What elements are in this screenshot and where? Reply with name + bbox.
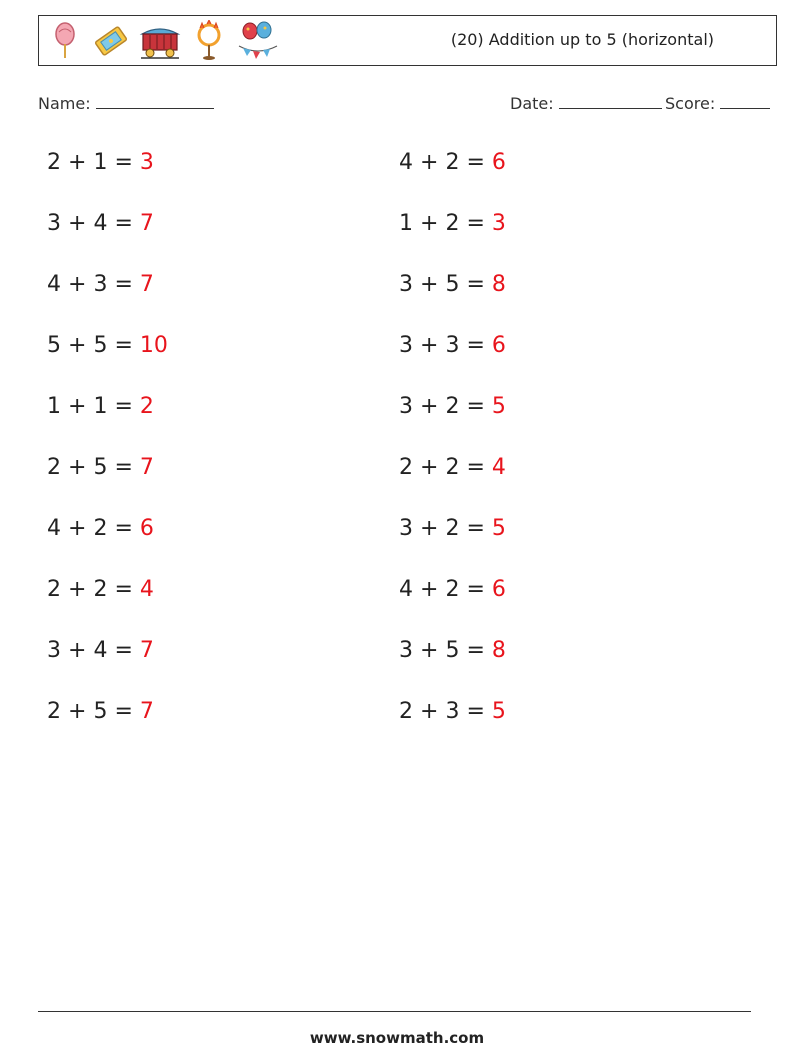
plus-sign: + bbox=[420, 333, 439, 358]
addend-a: 3 bbox=[399, 394, 413, 419]
addend-a: 4 bbox=[47, 516, 61, 541]
answer: 3 bbox=[139, 150, 154, 175]
addend-b: 5 bbox=[93, 455, 108, 480]
answer: 10 bbox=[139, 333, 168, 358]
plus-sign: + bbox=[420, 150, 439, 175]
problem-left-3 bbox=[47, 272, 154, 298]
addend-b: 4 bbox=[93, 638, 108, 663]
addend-b: 1 bbox=[93, 150, 108, 175]
equals-sign: = bbox=[114, 577, 133, 602]
plus-sign: + bbox=[68, 272, 87, 297]
worksheet-header bbox=[38, 15, 777, 66]
footer-site: www.snowmath.com bbox=[309, 1029, 485, 1047]
cotton-candy-icon bbox=[47, 20, 83, 62]
plus-sign: + bbox=[420, 638, 439, 663]
plus-sign: + bbox=[420, 211, 439, 236]
addend-a: 1 bbox=[399, 211, 413, 236]
equals-sign: = bbox=[114, 394, 133, 419]
addend-a: 4 bbox=[47, 272, 61, 297]
plus-sign: + bbox=[420, 455, 439, 480]
addend-a: 3 bbox=[47, 638, 61, 663]
problem-right-1 bbox=[399, 150, 506, 176]
addend-b: 2 bbox=[445, 455, 460, 480]
plus-sign: + bbox=[68, 577, 87, 602]
addend-b: 1 bbox=[93, 394, 108, 419]
addend-b: 3 bbox=[445, 333, 460, 358]
worksheet-title: (20) Addition up to 5 (horizontal) bbox=[450, 30, 714, 49]
answer: 7 bbox=[139, 211, 154, 236]
equals-sign: = bbox=[114, 455, 133, 480]
addend-b: 2 bbox=[445, 211, 460, 236]
answer: 6 bbox=[491, 150, 506, 175]
answer: 6 bbox=[491, 577, 506, 602]
addend-b: 5 bbox=[445, 272, 460, 297]
circus-wagon-icon bbox=[139, 20, 181, 62]
date-label: Date: bbox=[510, 94, 554, 113]
addend-a: 4 bbox=[399, 577, 413, 602]
addend-b: 2 bbox=[445, 577, 460, 602]
equals-sign: = bbox=[466, 638, 485, 663]
date-blank[interactable] bbox=[559, 92, 662, 109]
equals-sign: = bbox=[114, 699, 133, 724]
plus-sign: + bbox=[68, 394, 87, 419]
plus-sign: + bbox=[68, 150, 87, 175]
answer: 7 bbox=[139, 272, 154, 297]
addend-a: 4 bbox=[399, 150, 413, 175]
plus-sign: + bbox=[68, 516, 87, 541]
addend-b: 5 bbox=[93, 699, 108, 724]
equals-sign: = bbox=[466, 516, 485, 541]
equals-sign: = bbox=[466, 272, 485, 297]
answer: 5 bbox=[491, 699, 506, 724]
answer: 8 bbox=[491, 272, 506, 297]
addend-a: 2 bbox=[47, 455, 61, 480]
answer: 6 bbox=[491, 333, 506, 358]
answer: 3 bbox=[491, 211, 506, 236]
score-field bbox=[665, 92, 770, 113]
addend-b: 3 bbox=[93, 272, 108, 297]
footer-divider bbox=[38, 1011, 751, 1012]
addend-a: 3 bbox=[47, 211, 61, 236]
problem-right-2 bbox=[399, 211, 506, 237]
addend-b: 2 bbox=[445, 150, 460, 175]
balloons-bunting-icon bbox=[237, 20, 279, 62]
addend-a: 5 bbox=[47, 333, 61, 358]
equals-sign: = bbox=[114, 516, 133, 541]
problem-left-1 bbox=[47, 150, 154, 176]
equals-sign: = bbox=[114, 150, 133, 175]
answer: 5 bbox=[491, 516, 506, 541]
addend-a: 2 bbox=[47, 699, 61, 724]
problem-right-5 bbox=[399, 394, 506, 420]
equals-sign: = bbox=[466, 211, 485, 236]
addend-a: 3 bbox=[399, 516, 413, 541]
answer: 5 bbox=[491, 394, 506, 419]
fire-hoop-icon bbox=[191, 20, 227, 62]
problem-right-9 bbox=[399, 638, 506, 664]
answer: 7 bbox=[139, 638, 154, 663]
plus-sign: + bbox=[420, 516, 439, 541]
problem-left-2 bbox=[47, 211, 154, 237]
addend-a: 3 bbox=[399, 272, 413, 297]
name-field bbox=[38, 92, 214, 113]
plus-sign: + bbox=[68, 699, 87, 724]
problem-right-4 bbox=[399, 333, 506, 359]
addend-a: 3 bbox=[399, 333, 413, 358]
equals-sign: = bbox=[466, 150, 485, 175]
problem-right-8 bbox=[399, 577, 506, 603]
answer: 4 bbox=[491, 455, 506, 480]
answer: 4 bbox=[139, 577, 154, 602]
addend-a: 2 bbox=[47, 150, 61, 175]
equals-sign: = bbox=[466, 333, 485, 358]
equals-sign: = bbox=[114, 211, 133, 236]
plus-sign: + bbox=[420, 699, 439, 724]
answer: 2 bbox=[139, 394, 154, 419]
addend-b: 2 bbox=[93, 577, 108, 602]
problem-right-7 bbox=[399, 516, 506, 542]
name-blank[interactable] bbox=[96, 92, 214, 109]
problem-right-10 bbox=[399, 699, 506, 725]
answer: 6 bbox=[139, 516, 154, 541]
equals-sign: = bbox=[466, 577, 485, 602]
score-label: Score: bbox=[665, 94, 716, 113]
answer: 7 bbox=[139, 455, 154, 480]
problem-right-3 bbox=[399, 272, 506, 298]
plus-sign: + bbox=[420, 394, 439, 419]
addend-a: 2 bbox=[399, 699, 413, 724]
addend-b: 5 bbox=[93, 333, 108, 358]
answer: 7 bbox=[139, 699, 154, 724]
answer: 8 bbox=[491, 638, 506, 663]
addend-a: 3 bbox=[399, 638, 413, 663]
plus-sign: + bbox=[68, 333, 87, 358]
addend-b: 3 bbox=[445, 699, 460, 724]
plus-sign: + bbox=[420, 577, 439, 602]
addend-b: 5 bbox=[445, 638, 460, 663]
addend-b: 2 bbox=[445, 394, 460, 419]
problem-left-4 bbox=[47, 333, 168, 359]
addend-b: 2 bbox=[445, 516, 460, 541]
plus-sign: + bbox=[68, 638, 87, 663]
plus-sign: + bbox=[68, 211, 87, 236]
problem-left-6 bbox=[47, 455, 154, 481]
equals-sign: = bbox=[466, 455, 485, 480]
problem-left-7 bbox=[47, 516, 154, 542]
date-field bbox=[510, 92, 662, 113]
equals-sign: = bbox=[114, 638, 133, 663]
addend-a: 1 bbox=[47, 394, 61, 419]
problem-left-8 bbox=[47, 577, 154, 603]
problem-right-6 bbox=[399, 455, 506, 481]
plus-sign: + bbox=[68, 455, 87, 480]
addend-a: 2 bbox=[399, 455, 413, 480]
equals-sign: = bbox=[466, 699, 485, 724]
name-label: Name: bbox=[38, 94, 91, 113]
addend-b: 2 bbox=[93, 516, 108, 541]
problem-left-9 bbox=[47, 638, 154, 664]
header-icons bbox=[47, 20, 279, 62]
plus-sign: + bbox=[420, 272, 439, 297]
equals-sign: = bbox=[466, 394, 485, 419]
addend-a: 2 bbox=[47, 577, 61, 602]
equals-sign: = bbox=[114, 272, 133, 297]
problem-left-5 bbox=[47, 394, 154, 420]
ticket-icon bbox=[93, 20, 129, 62]
addend-b: 4 bbox=[93, 211, 108, 236]
problem-left-10 bbox=[47, 699, 154, 725]
equals-sign: = bbox=[114, 333, 133, 358]
score-blank[interactable] bbox=[720, 92, 770, 109]
